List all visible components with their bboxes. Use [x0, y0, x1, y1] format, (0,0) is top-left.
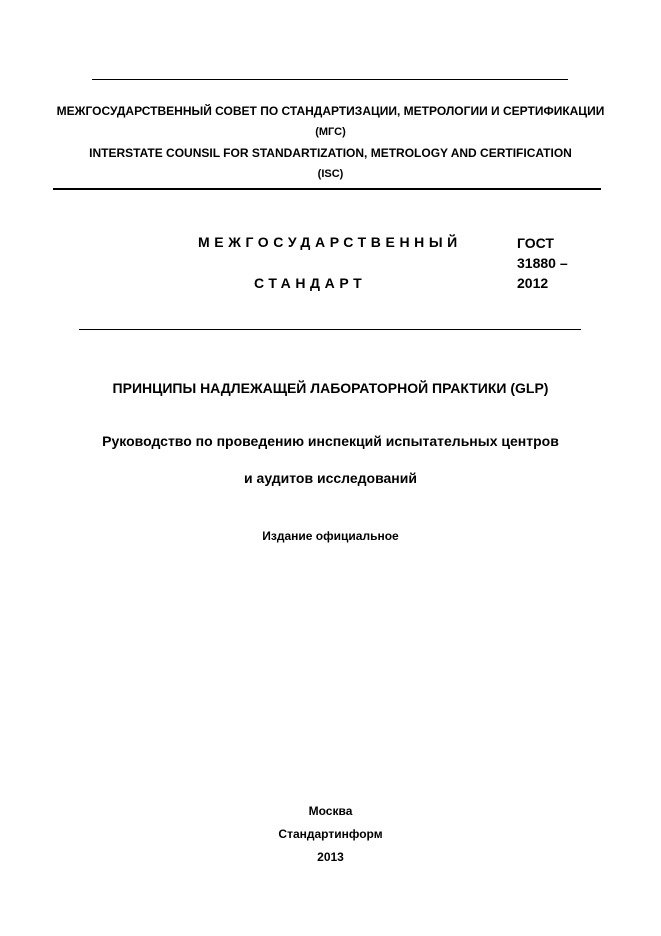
gost-label: ГОСТ: [517, 235, 554, 251]
publisher-name: Стандартинформ: [278, 827, 383, 841]
gost-year: 2012: [517, 275, 549, 291]
document-subtitle-line1: Руководство по проведению инспекций испытательных центров: [102, 433, 559, 449]
gost-number: 31880 –: [517, 255, 568, 271]
council-abbr-ru: (МГС): [315, 126, 346, 138]
header-thick-rule: [53, 188, 601, 190]
edition-note: Издание официальное: [262, 529, 399, 543]
publication-city: Москва: [308, 804, 353, 818]
document-title: ПРИНЦИПЫ НАДЛЕЖАЩЕЙ ЛАБОРАТОРНОЙ ПРАКТИКИ (GLP): [112, 380, 549, 396]
standard-type-word1: МЕЖГОСУДАРСТВЕННЫЙ: [198, 234, 462, 250]
council-name-ru: МЕЖГОСУДАРСТВЕННЫЙ СОВЕТ ПО СТАНДАРТИЗАЦИИ, МЕТРОЛОГИИ И СЕРТИФИКАЦИИ: [56, 104, 605, 118]
standard-type-word2: СТАНДАРТ: [254, 275, 367, 291]
council-abbr-en: (ISC): [317, 168, 344, 180]
document-subtitle-line2: и аудитов исследований: [244, 470, 417, 486]
top-rule: [92, 79, 568, 80]
designation-rule: [79, 329, 581, 330]
council-name-en: INTERSTATE COUNSIL FOR STANDARTIZATION, METROLOGY AND CERTIFICATION: [89, 146, 572, 160]
publication-year: 2013: [317, 850, 344, 864]
